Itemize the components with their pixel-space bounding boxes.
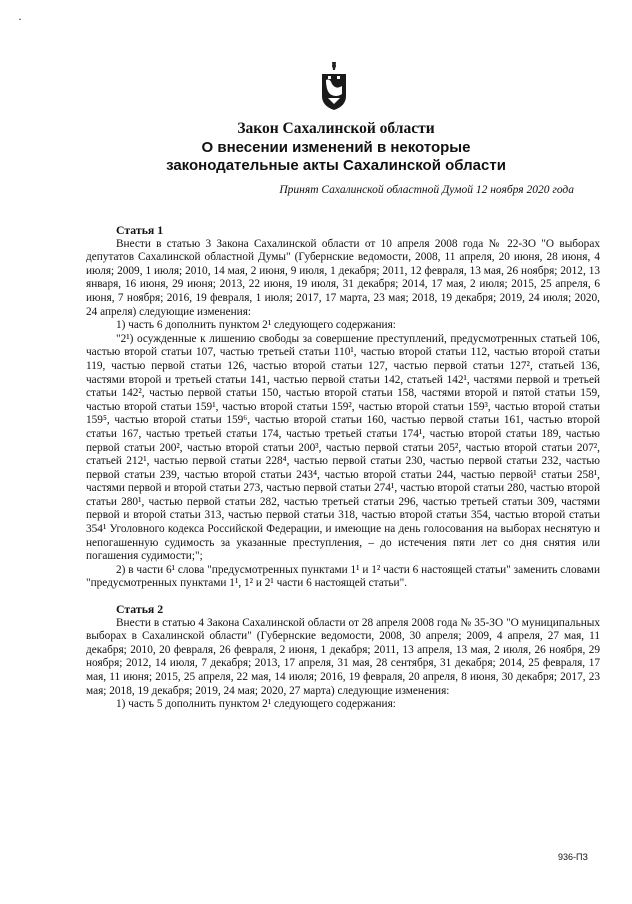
document-title-block bbox=[120, 120, 552, 176]
document-body bbox=[86, 224, 600, 712]
article-1-quote: "2¹) осужденные к лишению свободы за совершение преступлений, предусмотренных статьей 106, частью второй статьи 107, частью третьей статьи 110¹, частью второй статьи 112, частью второй статьи 119, частью первой статьи 126, частью второй статьи 127, частью первой статьи 127², статьей 136, частями второй и третьей статьи 141, частью первой статьи 142, статьей 142¹, частями первой и третьей статьи 142², частью первой статьи 150, частью второй статьи 158, частями второй и пятой статьи 159, частью второй статьи 159¹, частью второй статьи 159², частью второй статьи 159³, частью второй статьи 159⁵, частью второй статьи 159⁶, частью второй статьи 160, частью первой статьи 161, частью второй статьи 167, частью третьей статьи 174, частью третьей статьи 174¹, частью второй статьи 189, частью первой статьи 200², частью второй статьи 200³, частью первой статьи 205², частью второй статьи 207², статьей 212¹, частью первой статьи 228⁴, частью первой статьи 230, частью первой статьи 232, частью первой статьи 239, частью второй статьи 243⁴, частью второй статьи 244, частью первой¹ статьи 258¹, частями первой и второй статьи 273, частью первой статьи 274¹, частью второй статьи 280, частью второй статьи 280¹, частью первой статьи 282, частью третьей статьи 296, частью третьей статьи 309, частями первой и второй статьи 313, частью первой статьи 318, частью второй статьи 354, частью второй статьи 354¹ Уголовного кодекса Российской Федерации, и имеющие на день голосования на выборах неснятую и непогашенную судимость за указанные преступления, – до истечения пяти лет со дня снятия или погашения судимости;"; bbox=[86, 332, 600, 563]
adoption-note: Принят Сахалинской областной Думой 12 ноября 2020 года bbox=[279, 184, 574, 196]
article-2-intro: Внести в статью 4 Закона Сахалинской области от 28 апреля 2008 года № 35-ЗО "О муниципальных выборах в Сахалинской области" (Губернские ведомости, 2008, 30 апреля; 2009, 4 апреля, 27 мая, 11 декабря; 2010, 20 февраля, 26 февраля, 2 июня, 1 декабря; 2011, 13 апреля, 13 мая, 2 июля, 26 ноября, 29 ноября; 2012, 14 июля, 7 декабря; 2013, 17 апреля, 31 мая, 28 сентября, 31 декабря; 2014, 25 февраля, 17 мая, 11 июня; 2015, 25 апреля, 22 мая, 14 июля; 2016, 19 февраля, 20 апреля, 8 июня, 30 декабря; 2017, 23 мая; 2018, 19 декабря; 2019, 24 мая; 2020, 27 марта) следующие изменения: bbox=[86, 616, 600, 697]
article-1-item-1: 1) часть 6 дополнить пунктом 2¹ следующего содержания: bbox=[116, 319, 396, 332]
sakhalin-coat-of-arms-icon bbox=[318, 62, 350, 112]
article-1-heading: Статья 1 bbox=[116, 223, 164, 237]
article-1-item-2: 2) в части 6¹ слова "предусмотренных пунктами 1¹ и 1² части 6 настоящей статьи" заменить словами "предусмотренных пунктами 1¹, 1² и 2¹ части 6 настоящей статьи". bbox=[86, 563, 600, 590]
document-code: 936-ПЗ bbox=[558, 852, 588, 862]
article-2-heading: Статья 2 bbox=[116, 602, 164, 617]
article-2-item-1: 1) часть 5 дополнить пунктом 2¹ следующего содержания: bbox=[116, 698, 396, 711]
law-title: Закон Сахалинской области bbox=[237, 120, 435, 137]
article-1-intro: Внести в статью 3 Закона Сахалинской области от 10 апреля 2008 года № 22-ЗО "О выборах депутатов Сахалинской областной Думы" (Губернские ведомости, 2008, 11 апреля, 20 июня, 28 июня, 4 июля; 2009, 1 июля; 2010, 14 мая, 2 июня, 9 июля, 1 декабря; 2011, 12 февраля, 13 мая, 26 ноября; 2012, 13 января, 16 июня, 29 июня; 2013, 22 июня, 19 июля, 31 декабря; 2014, 17 мая, 2 июля; 2015, 25 апреля, 6 июня, 7 ноября; 2016, 19 февраля, 1 июля; 2017, 17 марта, 23 мая; 2018, 19 декабря; 2019, 24 июля; 2020, 24 апреля) следующие изменения: bbox=[86, 237, 600, 318]
corner-mark: · bbox=[18, 12, 22, 26]
law-subtitle-line2: законодательные акты Сахалинской области bbox=[166, 157, 506, 174]
law-subtitle-line1: О внесении изменений в некоторые bbox=[201, 138, 471, 156]
